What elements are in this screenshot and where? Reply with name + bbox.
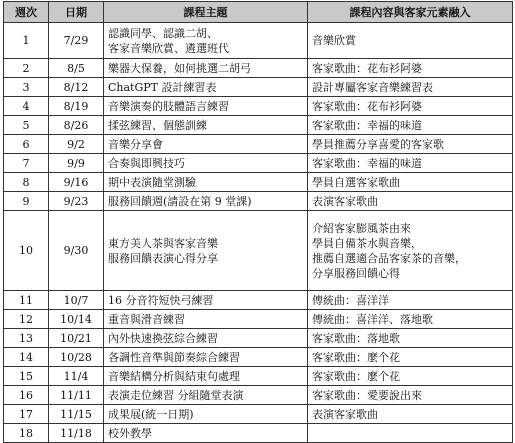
week-cell: 18 [4, 424, 49, 443]
header-date: 日期 [49, 2, 104, 23]
content-line: 音樂欣賞 [312, 34, 356, 47]
topic-cell [104, 192, 308, 211]
date-cell: 8/12 [49, 78, 104, 97]
topic-line: 校外教學 [108, 426, 152, 440]
course-schedule-table [3, 1, 513, 443]
header-content: 課程內容與客家元素融入 [308, 2, 513, 23]
topic-cell [104, 135, 308, 154]
topic-line: 音樂演奏的肢體語言練習 [108, 99, 229, 113]
date-cell: 8/19 [49, 97, 104, 116]
content-line: 分享服務回饋心得 [312, 266, 400, 280]
content-cell [308, 386, 513, 405]
date-cell: 10/21 [49, 329, 104, 348]
content-cell [308, 211, 513, 291]
table-row [4, 405, 513, 424]
week-cell: 3 [4, 78, 49, 97]
topic-line: 東方美人茶與客家音樂 [108, 236, 218, 250]
topic-cell [104, 329, 308, 348]
week-cell: 2 [4, 59, 49, 78]
content-cell [308, 78, 513, 97]
table-row [4, 386, 513, 405]
topic-cell [104, 367, 308, 386]
topic-line: 期中表演隨堂測驗 [108, 175, 196, 189]
content-line: 推薦自選適合品客家茶的音樂， [312, 251, 466, 265]
content-cell [308, 135, 513, 154]
date-cell: 9/2 [49, 135, 104, 154]
content-line: 客家歌曲：花布衫阿婆 [312, 61, 422, 75]
topic-cell [104, 97, 308, 116]
week-cell: 13 [4, 329, 49, 348]
table-body [4, 23, 513, 443]
topic-line: 音樂結構分析與結束句處理 [108, 369, 240, 383]
content-line: 介紹客家膨風茶由來 [312, 221, 411, 235]
content-cell [308, 291, 513, 310]
topic-line: 各調性音準與節奏綜合練習 [108, 350, 240, 364]
date-cell: 7/29 [49, 23, 104, 59]
date-cell: 9/23 [49, 192, 104, 211]
table-row [4, 154, 513, 173]
content-line: 傳統曲：喜洋洋、落地歌 [312, 312, 433, 326]
content-line: 學員推薦分享喜愛的客家歌 [312, 137, 444, 151]
week-cell: 11 [4, 291, 49, 310]
table-row [4, 116, 513, 135]
date-cell: 9/16 [49, 173, 104, 192]
week-cell: 1 [4, 23, 49, 59]
header-topic: 課程主題 [104, 2, 308, 23]
content-cell [308, 192, 513, 211]
topic-cell [104, 310, 308, 329]
table-row [4, 59, 513, 78]
topic-cell [104, 211, 308, 291]
table-row [4, 348, 513, 367]
topic-cell [104, 291, 308, 310]
content-cell [308, 405, 513, 424]
header-week: 週次 [4, 2, 49, 23]
header-row [4, 2, 513, 23]
table-row [4, 173, 513, 192]
date-cell: 11/11 [49, 386, 104, 405]
topic-cell [104, 154, 308, 173]
week-cell: 16 [4, 386, 49, 405]
topic-line: 成果展(統一日期) [108, 407, 194, 421]
content-line: 客家歌曲：落地歌 [312, 331, 400, 345]
topic-line: 重音與滑音練習 [108, 312, 185, 326]
table-row [4, 97, 513, 116]
topic-cell [104, 78, 308, 97]
week-cell: 17 [4, 405, 49, 424]
table-row [4, 211, 513, 291]
table-row [4, 192, 513, 211]
topic-line: 音樂分享會 [108, 137, 163, 151]
table-row [4, 310, 513, 329]
content-line: 客家歌曲：愛要說出來 [312, 388, 422, 402]
date-cell: 9/30 [49, 211, 104, 291]
topic-line: 服務回饋週(請設在第 9 堂課) [108, 194, 252, 208]
date-cell: 8/5 [49, 59, 104, 78]
topic-cell [104, 348, 308, 367]
topic-cell [104, 424, 308, 443]
content-line: 表演客家歌曲 [312, 407, 378, 421]
date-cell: 10/14 [49, 310, 104, 329]
date-cell: 10/28 [49, 348, 104, 367]
topic-line: 服務回饋表演心得分享 [108, 251, 218, 265]
topic-line: 客家音樂欣賞、遴選班代 [108, 41, 229, 55]
content-line: 客家歌曲：花布衫阿婆 [312, 99, 422, 113]
topic-cell [104, 386, 308, 405]
content-line: 設計專屬客家音樂練習表 [312, 80, 433, 94]
content-line: 學員自選客家歌曲 [312, 175, 400, 189]
date-cell: 8/26 [49, 116, 104, 135]
table-row [4, 78, 513, 97]
topic-cell [104, 23, 308, 59]
content-cell [308, 310, 513, 329]
week-cell: 9 [4, 192, 49, 211]
topic-cell [104, 405, 308, 424]
topic-cell [104, 59, 308, 78]
topic-line: 16 分音符短快弓練習 [108, 293, 214, 307]
table-row [4, 135, 513, 154]
date-cell: 9/9 [49, 154, 104, 173]
content-line: 客家歌曲：麼个花 [312, 369, 400, 383]
table-row [4, 424, 513, 443]
topic-line: 表演走位練習 分組隨堂表演 [108, 388, 244, 402]
topic-line: ChatGPT 設計練習表 [108, 80, 217, 94]
week-cell: 7 [4, 154, 49, 173]
content-line: 客家歌曲：幸福的味道 [312, 118, 422, 132]
week-cell: 10 [4, 211, 49, 291]
topic-cell [104, 173, 308, 192]
content-line: 傳統曲：喜洋洋 [312, 293, 389, 307]
date-cell: 10/7 [49, 291, 104, 310]
topic-cell [104, 116, 308, 135]
content-line: 客家歌曲：幸福的味道 [312, 156, 422, 170]
content-cell [308, 348, 513, 367]
topic-line: 內外快速換弦綜合練習 [108, 331, 218, 345]
date-cell: 11/4 [49, 367, 104, 386]
content-cell [308, 424, 513, 443]
week-cell: 4 [4, 97, 49, 116]
week-cell: 6 [4, 135, 49, 154]
table-row [4, 23, 513, 59]
content-cell [308, 97, 513, 116]
date-cell: 11/18 [49, 424, 104, 443]
content-line: 學員自備茶水與音樂， [312, 236, 422, 250]
table-row [4, 329, 513, 348]
content-cell [308, 367, 513, 386]
table-row [4, 291, 513, 310]
table-row [4, 367, 513, 386]
topic-line: 認識同學、認識二胡、 [108, 26, 218, 40]
week-cell: 12 [4, 310, 49, 329]
week-cell: 8 [4, 173, 49, 192]
topic-line: 揉弦練習、個態訓練 [108, 118, 207, 132]
date-cell: 11/15 [49, 405, 104, 424]
content-cell [308, 116, 513, 135]
content-line: 表演客家歌曲 [312, 194, 378, 208]
week-cell: 14 [4, 348, 49, 367]
content-cell [308, 329, 513, 348]
topic-line: 樂器大保養，如何挑選二胡弓 [108, 61, 251, 75]
week-cell: 5 [4, 116, 49, 135]
topic-line: 合奏與即興技巧 [108, 156, 185, 170]
content-line: 客家歌曲：麼个花 [312, 350, 400, 364]
content-cell [308, 23, 513, 59]
content-cell [308, 173, 513, 192]
week-cell: 15 [4, 367, 49, 386]
content-cell [308, 154, 513, 173]
content-cell [308, 59, 513, 78]
